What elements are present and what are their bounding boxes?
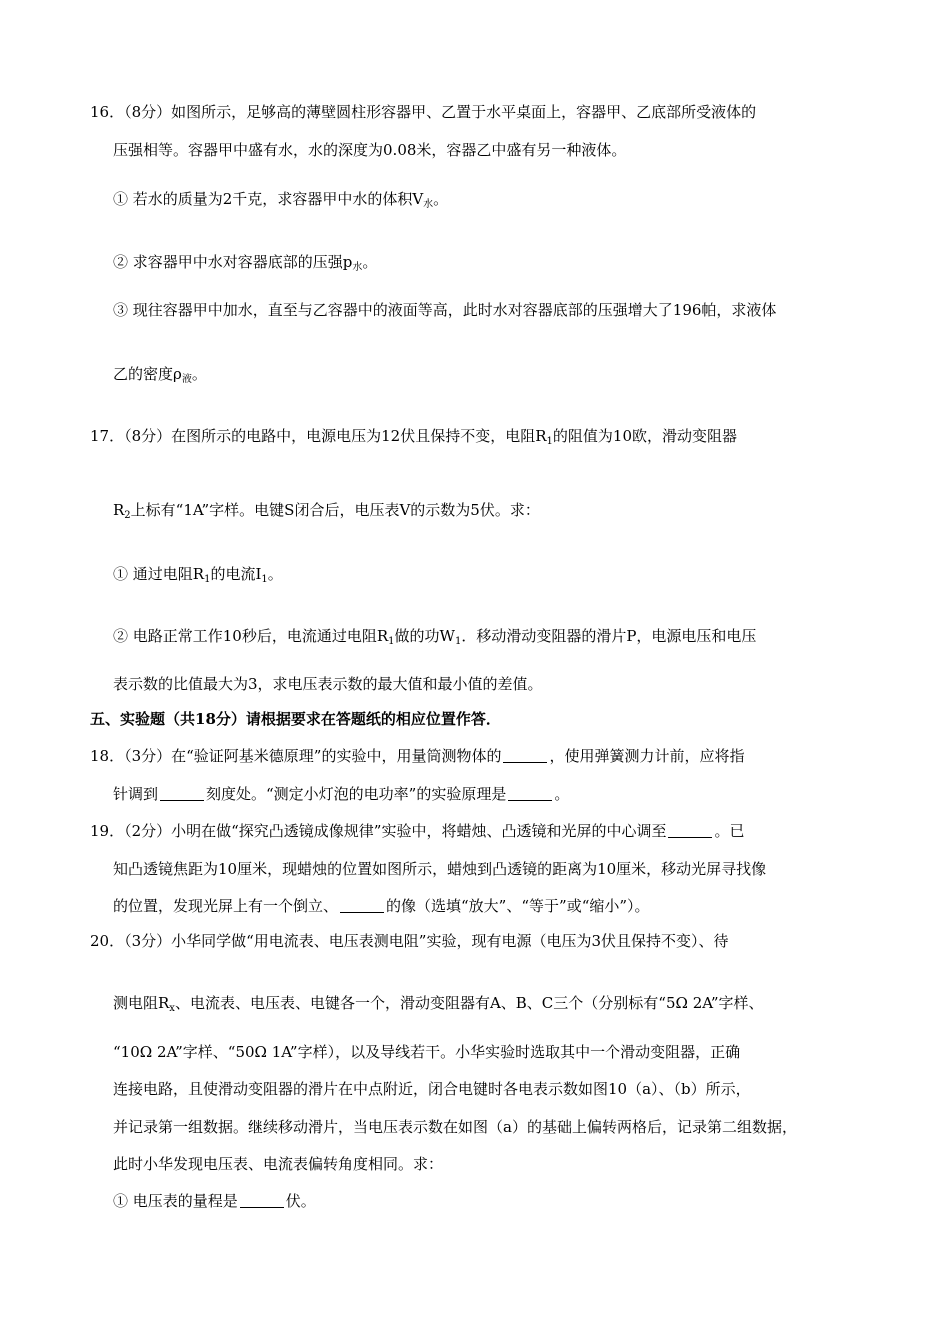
q17-sub1: ① 通过电阻$R_1$的电流$I_1$。 xyxy=(113,565,283,585)
q18-line2: 针调到 刻度处。“测定小灯泡的电功率”的实验原理是 。 xyxy=(113,785,570,803)
q16-sub3: ③ 现往容器甲中加水，直至与乙容器中的液面等高，此时水对容器底部的压强增大了196帕，求液体 xyxy=(113,301,777,319)
section-5-heading: 五、实验题（共18分）请根据要求在答题纸的相应位置作答． xyxy=(90,710,501,728)
q20-number: 20． xyxy=(90,932,125,950)
q20-line5: 并记录第一组数据。继续移动滑片，当电压表示数在如图（a）的基础上偏转两格后，记录第二组数据， xyxy=(113,1118,797,1136)
q17-line2: $R_2$上标有“1A”字样。电键S闭合后，电压表V的示数为5伏。求： xyxy=(113,501,540,521)
answer-blank[interactable] xyxy=(508,786,552,801)
q16-number: 16． xyxy=(90,103,125,121)
answer-blank[interactable] xyxy=(503,748,547,763)
q16-sub3-cont: 乙的密度$\rho_液$。 xyxy=(113,365,207,385)
q18-number: 18． xyxy=(90,747,125,765)
q16-sub2: ② 求容器甲中水对容器底部的压强$p_水$。 xyxy=(113,253,378,273)
q17-number: 17． xyxy=(90,427,125,445)
answer-blank[interactable] xyxy=(160,786,204,801)
q16-line2: 压强相等。容器甲中盛有水，水的深度为0.08米，容器乙中盛有另一种液体。 xyxy=(113,141,627,159)
q20-line6: 此时小华发现电压表、电流表偏转角度相同。求： xyxy=(113,1155,444,1173)
answer-blank[interactable] xyxy=(240,1193,284,1208)
q19-line2: 知凸透镜焦距为10厘米，现蜡烛的位置如图所示，蜡烛到凸透镜的距离为10厘米，移动光屏寻找像 xyxy=(113,860,767,878)
q17-sub2-cont: 表示数的比值最大为3，求电压表示数的最大值和最小值的差值。 xyxy=(113,675,543,693)
answer-blank[interactable] xyxy=(668,823,712,838)
q16-line1: 16．（8分）如图所示，足够高的薄壁圆柱形容器甲、乙置于水平桌面上，容器甲、乙底部所受液体的 xyxy=(90,103,757,121)
q20-line4: 连接电路，且使滑动变阻器的滑片在中点附近，闭合电键时各电表示数如图10（a）、（b）所示， xyxy=(113,1080,751,1098)
q20-line1: 20．（3分）小华同学做“用电流表、电压表测电阻”实验，现有电源（电压为3伏且保持不变）、待 xyxy=(90,932,729,950)
q17-line1: 17．（8分）在图所示的电路中，电源电压为12伏且保持不变，电阻$R_1$的阻值为10欧，滑动变阻器 xyxy=(90,427,737,447)
q16-sub1: ① 若水的质量为2千克，求容器甲中水的体积$V_水$。 xyxy=(113,190,449,210)
q20-line2: 测电阻$R_x$、电流表、电压表、电键各一个，滑动变阻器有A、B、C三个（分别标有“5Ω 2A”字样、 xyxy=(113,994,764,1014)
q20-sub1: ① 电压表的量程是 伏。 xyxy=(113,1192,316,1210)
q19-line1: 19．（2分）小明在做“探究凸透镜成像规律”实验中，将蜡烛、凸透镜和光屏的中心调至 。已 xyxy=(90,822,745,840)
q19-line3: 的位置，发现光屏上有一个倒立、 的像（选填“放大”、“等于”或“缩小”）。 xyxy=(113,897,650,915)
answer-blank[interactable] xyxy=(340,898,384,913)
q19-number: 19． xyxy=(90,822,125,840)
q17-sub2: ② 电路正常工作10秒后，电流通过电阻$R_1$做的功$W_1$．移动滑动变阻器的滑片P，电源电压和电压 xyxy=(113,627,757,647)
q18-line1: 18．（3分）在“验证阿基米德原理”的实验中，用量筒测物体的 ，使用弹簧测力计前，应将指 xyxy=(90,747,745,765)
q20-line3: “10Ω 2A”字样、“50Ω 1A”字样），以及导线若干。小华实验时选取其中一个滑动变阻器，正确 xyxy=(113,1043,741,1061)
